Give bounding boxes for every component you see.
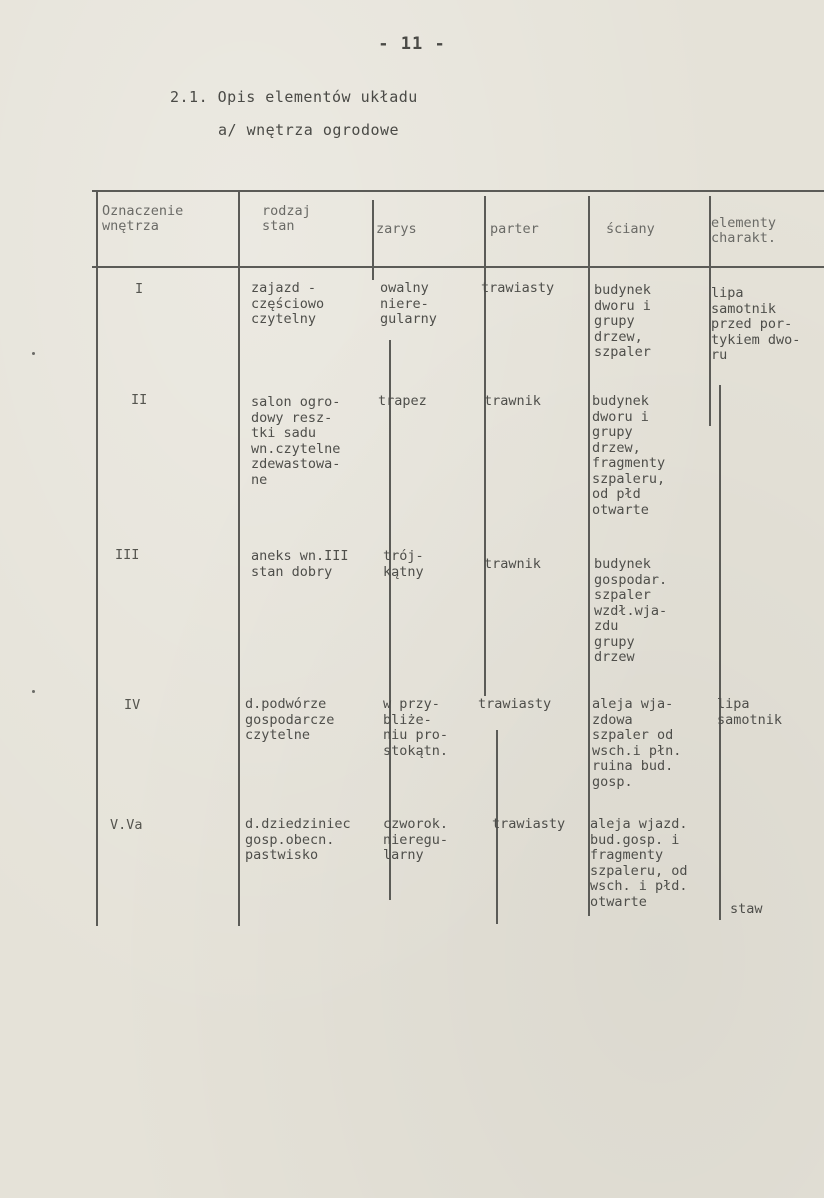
table-header-border bbox=[92, 266, 824, 268]
row-5-parter: trawiasty bbox=[492, 816, 566, 832]
row-4-oznaczenie: IV bbox=[124, 697, 141, 713]
row-3-parter: trawnik bbox=[484, 556, 541, 572]
row-1-rodzaj: zajazd - częściowo czytelny bbox=[251, 280, 325, 327]
row-5-rodzaj: d.dziedziniec gosp.obecn. pastwisko bbox=[245, 816, 351, 863]
column-divider-5 bbox=[588, 196, 590, 916]
row-1-zarys: owalny niere- gularny bbox=[380, 280, 437, 327]
column-divider-3 bbox=[372, 200, 374, 280]
header-zarys: zarys bbox=[376, 221, 417, 237]
row-1-parter: trawiasty bbox=[481, 280, 555, 296]
row-2-oznaczenie: II bbox=[131, 392, 148, 408]
section-title: 2.1. Opis elementów układu bbox=[170, 88, 418, 106]
row-2-rodzaj: salon ogro- dowy resz- tki sadu wn.czytelne zdewastowa- ne bbox=[251, 394, 341, 488]
column-divider-4 bbox=[484, 196, 486, 696]
column-divider-1 bbox=[96, 192, 98, 926]
paper-speck bbox=[32, 690, 35, 693]
row-4-zarys: w przy- bliże- niu pro- stokątn. bbox=[383, 696, 449, 759]
row-3-sciany: budynek gospodar. szpaler wzdł.wja- zdu grupy drzew bbox=[594, 556, 668, 665]
header-rodzaj: rodzaj stan bbox=[262, 203, 311, 234]
page-number: - 11 - bbox=[378, 34, 446, 54]
row-4-rodzaj: d.podwórze gospodarcze czytelne bbox=[245, 696, 335, 743]
header-elementy: elementy charakt. bbox=[711, 215, 777, 246]
header-parter: parter bbox=[490, 221, 539, 237]
paper-speck bbox=[32, 352, 35, 355]
column-divider-2 bbox=[238, 192, 240, 926]
row-5-oznaczenie: V.Va bbox=[110, 817, 143, 833]
row-5-zarys: czworok. nieregu- larny bbox=[383, 816, 449, 863]
row-3-oznaczenie: III bbox=[115, 547, 140, 563]
row-3-rodzaj: aneks wn.III stan dobry bbox=[251, 548, 349, 580]
header-oznaczenie: Oznaczenie wnętrza bbox=[102, 203, 184, 234]
header-sciany: ściany bbox=[606, 221, 655, 237]
row-1-oznaczenie: I bbox=[135, 281, 144, 297]
row-5-sciany: aleja wjazd. bud.gosp. i fragmenty szpaleru, od wsch. i płd. otwarte bbox=[590, 816, 688, 910]
row-3-zarys: trój- kątny bbox=[383, 548, 424, 580]
row-1-sciany: budynek dworu i grupy drzew, szpaler bbox=[594, 282, 651, 360]
row-2-zarys: trapez bbox=[378, 393, 427, 409]
table-top-border bbox=[92, 190, 824, 192]
row-4-sciany: aleja wja- zdowa szpaler od wsch.i płn. ruina bud. gosp. bbox=[592, 696, 682, 790]
subsection-title: a/ wnętrza ogrodowe bbox=[218, 121, 400, 139]
column-divider-6b bbox=[719, 385, 721, 920]
row-1-elementy: lipa samotnik przed por- tykiem dwo- ru bbox=[711, 285, 801, 363]
row-2-parter: trawnik bbox=[484, 393, 541, 409]
row-4-parter: trawiasty bbox=[478, 696, 552, 712]
row-2-sciany: budynek dworu i grupy drzew, fragmenty szpaleru, od płd otwarte bbox=[592, 393, 666, 518]
row-4-elementy: lipa samotnik bbox=[717, 696, 783, 728]
row-5-elementy: staw bbox=[730, 901, 763, 917]
